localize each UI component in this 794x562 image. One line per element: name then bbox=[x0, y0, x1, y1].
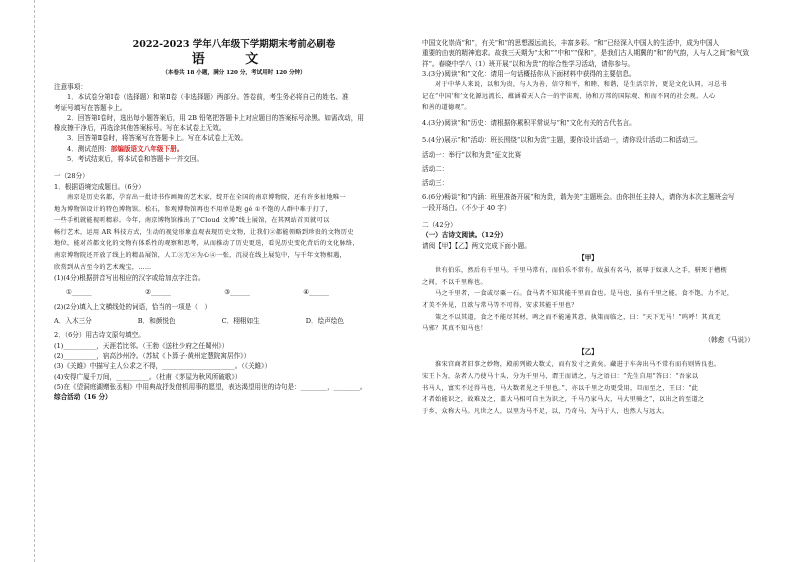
notice-item: 考证号填写在答题卡上。 bbox=[54, 103, 127, 112]
intro-line: 祥”。春晓中学八（1）班开展“以和为贵”的综合性学习活动，请你参与。 bbox=[422, 59, 635, 68]
notice-item: 橡皮擦干净后，再选涂其他答案标号。写在本试卷上无效。 bbox=[54, 124, 226, 133]
passage-jia-source: （韩愈《马说》） bbox=[704, 335, 754, 344]
notice-item: 5．考试结束后，将本试卷和答题卡一并交回。 bbox=[67, 155, 204, 164]
question-1-sub2: (2)(2分)填入上文横线处的词语，恰当的一项是（ ） bbox=[54, 302, 212, 311]
answer-blank[interactable]: ②______ bbox=[145, 288, 171, 297]
question-3: 3.(3分)阅读“和”文化：请用一句话概括你从下面材料中获得的主要信息。 bbox=[422, 69, 636, 78]
exam-subject: 语 文 bbox=[191, 52, 277, 67]
question-3-heading: 综合活动（16 分） bbox=[54, 393, 112, 402]
left-column bbox=[54, 0, 374, 562]
notice-item: 4．测试范围：部编版语文八年级下册。 bbox=[67, 144, 184, 153]
notice-item: 3．回答第Ⅱ卷时，将答案写在答题卡上。写在本试卷上无效。 bbox=[67, 134, 248, 143]
intro-line: 中国文化崇尚“和”，有关“和”的思想源远流长，丰富多彩。“和”已经深入中国人的生活中，成为中国人 bbox=[422, 39, 720, 47]
answer-blank[interactable]: ③______ bbox=[224, 288, 250, 297]
section-one-heading: 一（28分） bbox=[54, 172, 89, 181]
exam-note: （本卷共 18 小题，满分 120 分，考试用时 120 分钟） bbox=[162, 70, 306, 76]
question-1-options bbox=[54, 316, 374, 326]
option-c[interactable]: C．栩栩如生 bbox=[221, 317, 260, 326]
passage-jia-label: 【甲】 bbox=[578, 253, 598, 262]
option-d[interactable]: D．绘声绘色 bbox=[305, 317, 344, 326]
right-column bbox=[422, 0, 754, 562]
question-1-blanks bbox=[54, 287, 374, 297]
subsection-heading: （一）古诗文阅读。（12分） bbox=[422, 231, 508, 240]
option-a[interactable]: A．入木三分 bbox=[54, 317, 92, 326]
poem-fill-item: (1)__________，天涯若比邻。（王勃《送杜少府之任蜀州》） bbox=[54, 341, 229, 350]
question-1-title: 1．根据语境完成题目。（6分） bbox=[54, 182, 145, 191]
question-3-passage: 对于中华人来说，以和为贵，与人为善，信守和平，和睦、和谐，是生活宗旨，更是文化认同。习总书 记在“中国‘和’文化源远流长，蕴涵着天人合一的宇宙观、协和万邦的国际观、和而不同的社会观、人心 和善的道德观”。 bbox=[422, 81, 727, 112]
question-6-cont: 一段开场白。（不少于 40 字） bbox=[422, 203, 511, 212]
question-1-sub1: (1)(4分)根据拼音写出相应的汉字或给加点字注音。 bbox=[54, 274, 205, 283]
notice-item: 2．回答第Ⅰ卷时，选出每小题答案后，用 2B 铅笔把答题卡上对应题目的答案标号涂黑。如需改动，用 bbox=[67, 113, 364, 122]
passage-jia: 世有伯乐，然后有千里马。千里马常有，而伯乐不常有。故虽有名马，祇辱于奴隶人之手，骈死于槽枥 之间，不以千里称也。 马之千里者，一食或尽粟一石。食马者不知其能千里而食也。是马也，虽有千里之能，食不饱，力不足， 才美不外见，且欲与常马等不可得，安求其能千里也？ 策之不以其道，食之不能尽其材，鸣之而不能通其意，执策而临之，曰：“天下无马！”呜呼！其真无 马邪？其真不知马也！ bbox=[422, 267, 734, 333]
activity-two: 活动二： bbox=[422, 164, 449, 173]
activity-three: 活动三： bbox=[422, 179, 449, 188]
reading-instruction: 请阅【甲】【乙】两文完成下面小题。 bbox=[422, 241, 531, 250]
question-4: 4.(3分)阅读“和”历史：请根据你累积平常说与“和”文化有关的古代名言。 bbox=[422, 118, 636, 127]
test-scope: 部编版语文八年级下册。 bbox=[110, 144, 184, 153]
exam-title: 2022-2023 学年八年级下学期期末考前必刷卷 bbox=[132, 39, 336, 50]
answer-blank[interactable]: ①______ bbox=[66, 288, 92, 297]
question-5: 5.(4分)展示“和”活动：班长围绕“以和为贵”主题，要你设计活动一，请你设计活动二和活动三。 bbox=[422, 136, 702, 145]
poem-fill-item: (5)在《望洞庭湖赠张丞相》中用典故抒发借机用事的愿望，表达渴望用世的诗句是：________，________。 bbox=[54, 382, 367, 391]
option-b[interactable]: B．和颜悦色 bbox=[137, 317, 176, 326]
poem-fill-item: (2)__________，宿高沙州冷。（苏轼《卜算子·黄州定慧院寓居作》） bbox=[54, 351, 251, 360]
activity-one: 活动一：举行“以和为贵”征文比赛 bbox=[422, 150, 522, 159]
notice-item: 1．本试卷分第Ⅰ卷（选择题）和第Ⅱ卷（非选择题）两部分。答卷前，考生务必将自己的姓名、准 bbox=[67, 93, 349, 102]
passage-yi: 淮宋宫商者旧事之妙物，殿前列殿大数丈，而有发寸之黄矣。藏进于车奔出马不常有而有则皆良也。 宋王卜为，杂者人乃使马十头，分为千里马，谓王而请之，与之语曰：“先生自用”答曰：“吾家以 书马人，富实不过得马也，马大数者见之千里也。”，亦以千里之功更受用，旦而至之，王曰：“此 才者始能识之，故难及之，盖大马相可自主为识之，千马乃家马大，马大里骑之“，以出之的至道之 于乡，众称大马。凡世之人，以里为马不足，以，乃奇马，为马于人，也然人与远大。 bbox=[422, 361, 721, 415]
poem-fill-item: (4)安得广厦千万间，__________。（杜甫《茅屋为秋风所破歌》） bbox=[54, 372, 242, 381]
intro-line: 重要的由衷的精神追求。故我三天期为“太和”“中和”“保和”，是我们古人期冀的“和”的气韵，人与人之间“和气致 bbox=[422, 49, 750, 58]
poem-fill-item: (3)《关雎》中描写主人公求之不得，______________________。（《关雎》） bbox=[54, 362, 272, 371]
binding-margin bbox=[0, 0, 35, 562]
section-two-heading: 二（42分） bbox=[422, 221, 457, 230]
passage-yi-label: 【乙】 bbox=[578, 348, 598, 357]
answer-blank[interactable]: ④______ bbox=[303, 288, 329, 297]
notice-heading: 注意事项： bbox=[54, 83, 87, 91]
question-1-passage: 南京是历史名都，孕育出一批诗书作画舞的艺术家，绽开在全国的南京博物院，还有许多扯地唯一 地为博物馆设计的特色博物馆。松石，参观博物馆再也不用单是跑 gé ①不饱的人群中难于打了， 一些手机就能视听精彩。今年，南京博物馆推出了“Cloud 文博”线上展馆，在其网站首页就可以 畅行艺术，运用 AR 科技方式，生动的视觉形象直观表现历史文物，让我们②都能领略到珍贵的文物历史 地位，能对首都文化的文物有体系性的观察和思考，从而推动了历史更迭，看见历史变化背后的文化脉络， 南京博物院还开放了线上的精品展馆，人工③无②为心④一张，沉浸在线上展览中，与千年文物相遇， 欣赏到从古至今的艺术瑰宝，…… bbox=[54, 193, 359, 271]
question-2-title: 2．（6分）用古诗文原句填空。 bbox=[54, 331, 145, 340]
question-6: 6.(6分)畅谈“和”内涵：班里准备开展“和为贵，谐为美”主题班会。由你担任主持人，请你为本次主题班会写 bbox=[422, 193, 735, 202]
